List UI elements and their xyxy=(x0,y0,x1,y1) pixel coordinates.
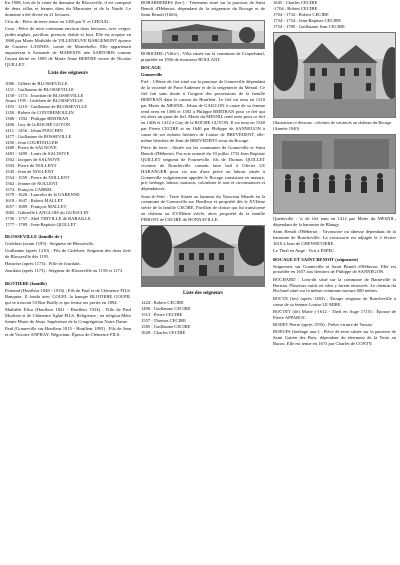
bobichel-paragraph: BOBICHEL (Villa-) : Villa située sur la commune de Criquebœuf, propriété en 1936 de monsieur BOULANT. xyxy=(141,50,265,62)
piece-paragraph: Pièce de terre : Située sur les communes de Gonneville et Saint Benoît d'Hébertot. Par acte notarié du 19 juillet 1733 Jean Baptiste QUILLET seigneur de Fourneville, fils de Thomas QUILLET vicomte de Roncheville consent faire bail à Olivier LE HARANGER pour six ans d'une pièce en labour située à Gonneville vulgairement appelée le Bocage consistant en masure, pré, herbage, labour, maisons, colombier le tout et circonstances et dépendances. xyxy=(141,145,265,192)
boctet-paragraph: BOCTET (de) Marie (-1612 - Theil en Auge 1715) : Épouse de Pierre APPAROC. xyxy=(273,308,396,320)
house-photo xyxy=(141,20,265,49)
lord-entry: 1665 : Gabrielle LANGLOIS du GUESCLIN xyxy=(5,210,89,216)
lord-entry: 1195 - 1210 : Guillaume de BLOSSEVILLE xyxy=(5,104,87,110)
lord-entry: 1502 : Jacques de SALNOVE xyxy=(5,157,61,163)
sousvent-paragraph: Sous-le-Vent : Terre Située au hameau du Nouveau Monde en la commune de Gonneville sur Honfleur et propriété dès le XVIème siècle de la famille CECIRE. Pavillon de chasse qui fut transformé en château au XVIIIème siècle, alors propriété de la famille PIMONT de CECIRE de HONNAVILLE. xyxy=(141,193,265,223)
lord-entry: 1618 - 1647 : Robert MALLET xyxy=(5,198,64,204)
lord-entry: 1585 : Guillaume CECIRE xyxy=(141,323,191,329)
bobarderies-paragraph: BOBARDERIES (les-) : Ténement situé sur la paroisse de Saint Benoît d'Hébertot, dépendant de la seigneurie du Bocage et de Saint Benoît (1663). xyxy=(141,0,265,17)
lord-entry: -1704 : Robert CECIRE xyxy=(273,5,318,11)
lord-entry: 1477 : Guillaume de BOSSEVILLE xyxy=(5,133,72,139)
gonneville-subheading: Gonneville xyxy=(141,72,163,78)
lord-entry: 1734 - 1754 : Jean-Baptiste CECIRE xyxy=(273,17,342,23)
clos-paragraph: Clos de : Pièce de terre tenue en 1458 par Y. et CHOUIL. xyxy=(5,19,111,25)
lord-entry: 1350 : Robert de CONTREMOULIN xyxy=(5,110,74,116)
lords-list xyxy=(5,81,131,228)
lord-entry: 1158 - 1173 : Jourdain de BLOSSEVILLE xyxy=(5,92,84,98)
lord-entry: 1754 - 1789 : Guillaume Jean CECIRE xyxy=(273,23,345,29)
intro-paragraph: En 1908, lors de la vente du domaine de Blosseville, il est composé de deux villas et fermes dites du Marronier et de la Nardé. Le domaine a été divisé en 21 lectures. xyxy=(5,0,131,17)
colonie-photo xyxy=(273,134,396,214)
bocage-heading: BOCAGE xyxy=(141,65,161,71)
lord-entry: 1490 : Guillaume CECIRE xyxy=(141,306,191,312)
lord-entry: 1450 : Jean LOURTEILLER xyxy=(5,139,58,145)
column-2 xyxy=(141,0,265,336)
bocte-paragraph: BOCTE (les) (après 1484) : Étoupe seigneur de Roncheville à cause de sa femme Louise LE MIRE. xyxy=(273,295,396,307)
chateau-bocage-photo xyxy=(273,32,396,118)
lord-entry: 1545 : Jean de NOLLENT xyxy=(5,168,54,174)
lord-entry: 1557 : Thomas CECIRE xyxy=(141,317,186,323)
blotiere-heading: BLOTIERE (famille) xyxy=(5,281,47,287)
bochard-paragraph: BOCHARD : Lieu-dit situé sur la commune de Barneville la Bertran. Plusieurs outils en silex y furent retrouvés. Le chemin du Bochard situé sur la même commune mesure 680 mètres. xyxy=(273,276,396,294)
saint-benoit-paragraph: Saint Benoît d'Hébertot : Vavassorie ou aînesse dépendant de la baronnie de Roncheville. La vavassorie est adjugée le 2 février 1610 à Jean de CHENNEVIERE. xyxy=(273,228,396,246)
lord-entry: 1386 - 1392 : Philippe BERTRAN xyxy=(5,116,69,122)
lord-entry: 1645 : Charles CECIRE xyxy=(273,0,318,5)
lords-list-2 xyxy=(141,300,265,335)
theil-paragraph: Le Theil en Ange : Voir à ESPEC. xyxy=(273,247,336,253)
lords-list-continued xyxy=(273,0,396,29)
lord-entry: 1730 - 1757 : Abel THIVILLE de BARAILLE xyxy=(5,215,91,221)
blosse-para: Gislebert (avant 1195) : Seigneur de Blosseville. xyxy=(5,240,95,246)
lord-entry: 1411 - 1456 : Jehan POUCHIN xyxy=(5,127,63,133)
bocage-st-benoit-paragraph: Seigneurie sur Gonneville et Saint Benoît d'Hébertot. Elle est possédée en 1657 aux héritiers de Philippe de SANNEGON. xyxy=(273,263,396,275)
lord-entry: 1480 : Pierre de SALNOVE xyxy=(5,145,57,151)
lord-entry: 1424 : Robert CECIRE xyxy=(141,300,184,306)
lord-entry: 1503 : Pierre de NOLLENT xyxy=(5,163,57,169)
blotiere-para: Paul (Gonneville sur Honfleur 1815 - Honfleur 1893) : Fils de Jean et de Victoire ANFRAY. Négociant. Époux de Clémence FILS. xyxy=(5,326,131,338)
lord-entry: 1131 : Guillaume de BLOSSEVILLE xyxy=(5,86,74,92)
boeufs-paragraph: BOEUFS (herbage aux-) : Pièce de terre située sur la paroisse de Saint Gatien des Bois, dépendant du ténement de la Veste au Buron. Elle est tenue en 1673 par Charles de CONTY. xyxy=(273,329,396,346)
blosse-para: Hauwise (après 1173) : Fille de Jourdain. xyxy=(5,260,81,266)
lord-entry: 1657 - 1689 : François MALLET xyxy=(5,204,67,210)
lord-entry: 1513 : Pierre CECIRE xyxy=(141,312,183,318)
lord-entry: 1579 - 1620 : Lancelot de la GARENNE xyxy=(5,192,80,198)
blotiere-para: Fernand (Honfleur 1848 - 1916) : Fils de Paul et de Clémence FILS. Banquier. Il fonda avec GOUEL la banque BLOTIERE GOUPIL qui se trouvait 53 Rue Boilly et qui ferma ses portes en 1894. xyxy=(5,288,131,306)
column-3 xyxy=(273,0,396,348)
blosseville-heading: BLOSSEVILLE (famille de-) xyxy=(5,233,63,239)
lord-entry: 1777 - 1789 : Jean-Baptiste QUILLET xyxy=(5,221,77,227)
lords-list-title-2: Liste des seigneurs xyxy=(183,290,223,296)
bodet-paragraph: BODET Pierre (après 1593) : Prêtre vicaire de Vassey. xyxy=(273,321,373,327)
lord-entry: 1406 : Guy de la ROCHE GUYON xyxy=(5,121,71,127)
chateau-photo xyxy=(141,225,265,287)
fief-paragraph: Fief : 1/8ème de fief situé sur la paroisse de Gonneville dépendant de la vicomté de Pont-Audemer et de la sergenterie du Mesnil. Ce fief fait sans doute à l'origine des possessions de la famille BERTRAN dans le canton de Honfleur. Le fief est tenu en 1210 par Marie du MESNIL. Jehan de GAILLON à cause de sa femme rend aveu en 1386 et 1392 à Philippe BERTRAN pour ce fief qui est alors un quart de fief. Marie du MESNIL rend aveu pour ce fief en 1406 et 1412 à Guy de la ROCHE GUYON. Il est tenu en 1540 par Pierre CECIRE et en 1640 par Philippe de SANNEGON à cause de ses enfants héritiers de Louise de BREVEDENT, elle-même héritière de Jean de BREVEDENT sieur du Bocage. xyxy=(141,79,265,143)
column-1 xyxy=(5,0,131,340)
lord-entry: 1554 - 1559 : Pierre de NOLLENT xyxy=(5,174,70,180)
lords-list-title: Liste des seigneurs xyxy=(48,71,88,77)
lord-entry: 1628 : Charles CECIRE xyxy=(141,329,186,335)
lord-entry: 1574 : François CABREL xyxy=(5,186,53,192)
lord-entry: 1704 - 1734 : Robert CECIRE xyxy=(273,11,329,17)
bocage-st-benoit-heading: BOCAGE ET SAINT BENOIT (seigneurie) xyxy=(273,256,359,262)
lord-entry: 1481 - 1499 : Louis de SALNOVE xyxy=(5,151,70,157)
lord-entry: Avant 1195 : Gisleben de BLOSSEVILLE xyxy=(5,98,83,104)
cour-paragraph: Cour : Pièce de terre contenant environ deux hectares, avec verger, jardin anglais, pavillon, pressoir, étable et four. Elle est acquise en 1868 par Marie Mathilde de VILLENEUVE BARGEMONT épouse de Gustave LANNES, comte de Montebello. Elle appartenait auparavant à Armande de MARESTE née SARTORIS comme l'ayant hérité en 1809 de Marie Anne BERTRE veuve de Nicolas QUILLET. xyxy=(5,26,131,67)
lord-entry: 1086 : Gilbert de BLOSSEVILLE xyxy=(5,80,68,86)
blosse-para: Jourdain (après 1173) : Seigneur de Blosseville en 1158 et 1173. xyxy=(5,268,124,274)
photo-caption: Illustration ci-dessous : colonies de vacances au château du Bocage (Années 1940) xyxy=(273,120,392,131)
lord-entry: 1562 : Jeanne de NOLLENT xyxy=(5,180,59,186)
blosse-para: Guillaume (après 1210) : Fils de Gislebert. Seigneur des deux fiefs de Blosseville dès 1195. xyxy=(5,247,131,259)
blotiere-para: Mathilde Elisa (Honfleur 1841 - Honfleur 1924) : Fille de Paul Modeste et de Clémence Aglaé FILS. Religieuse ; en religion Mère Sainte Marie de Jésus. Supérieure de la Congrégation Notre Dame. xyxy=(5,307,131,325)
quetteville-paragraph: Quetteville : ¼ de fief tenu en 1412 par Marie du MESNIL, dépendant de la baronnie de Blangy. xyxy=(273,215,396,227)
